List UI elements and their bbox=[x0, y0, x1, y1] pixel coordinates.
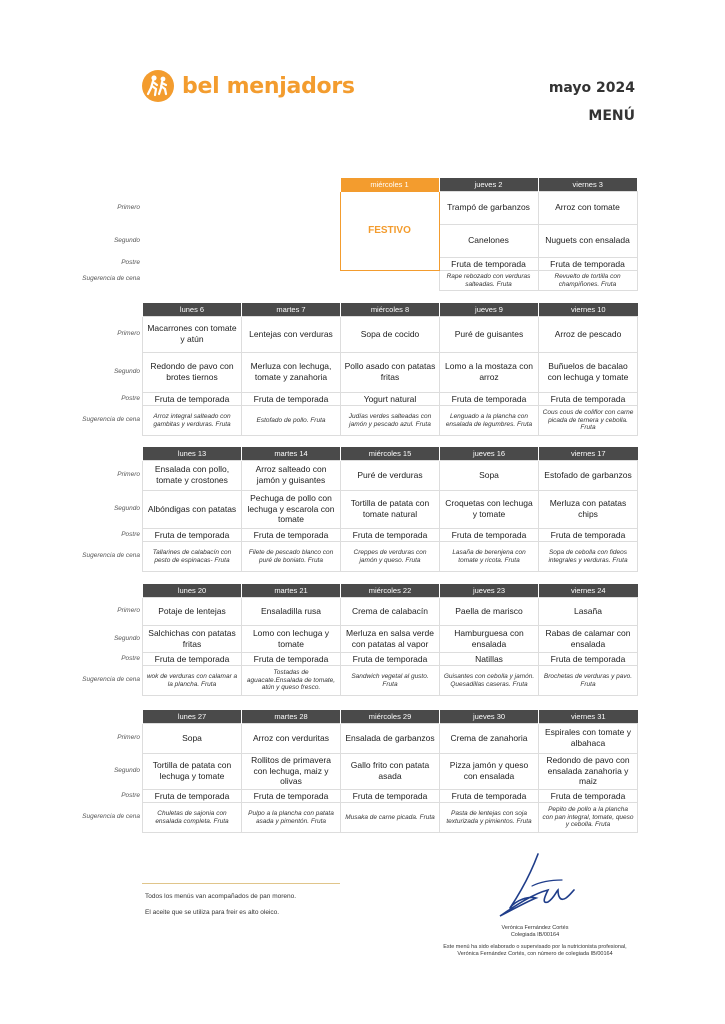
label-postre: Postre bbox=[121, 394, 140, 402]
sugerencia-cell: Sandwich vegetal al gusto. Fruta bbox=[341, 666, 440, 696]
primero-cell: Paella de marisco bbox=[440, 597, 539, 625]
postre-cell: Fruta de temporada bbox=[341, 528, 440, 542]
postre-cell: Fruta de temporada bbox=[143, 392, 242, 406]
primero-cell: Sopa bbox=[440, 460, 539, 490]
sugerencia-cell: wok de verduras con calamar a la plancha. Fruta bbox=[143, 666, 242, 696]
day-header: martes 21 bbox=[242, 584, 341, 597]
day-header: lunes 27 bbox=[143, 710, 242, 723]
primero-cell: Ensalada de garbanzos bbox=[341, 723, 440, 753]
segundo-cell: Rollitos de primavera con lechuga, maiz y olivas bbox=[242, 753, 341, 789]
day-header: viernes 31 bbox=[539, 710, 638, 723]
label-segundo: Segundo bbox=[113, 505, 140, 513]
day-header: jueves 23 bbox=[440, 584, 539, 597]
segundo-cell: Tortilla de patata con lechuga y tomate bbox=[143, 753, 242, 789]
postre-cell: Fruta de temporada bbox=[341, 789, 440, 803]
day-header: martes 28 bbox=[242, 710, 341, 723]
primero-cell: Arroz con tomate bbox=[538, 191, 637, 224]
running-kids-icon bbox=[142, 70, 174, 102]
label-primero: Primero bbox=[117, 607, 140, 615]
sugerencia-cell: Lenguado a la plancha con ensalada de legumbres. Fruta bbox=[440, 406, 539, 436]
segundo-cell: Buñuelos de bacalao con lechuga y tomate bbox=[539, 352, 638, 392]
sugerencia-cell: Musaka de carne picada. Fruta bbox=[341, 803, 440, 833]
sugerencia-cell: Pulpo a la plancha con patata asada y pimentón. Fruta bbox=[242, 803, 341, 833]
segundo-cell: Croquetas con lechuga y tomate bbox=[440, 490, 539, 528]
menu-week-table bbox=[142, 447, 638, 572]
postre-cell: Fruta de temporada bbox=[539, 528, 638, 542]
empty-cell bbox=[241, 224, 340, 257]
day-header: lunes 20 bbox=[143, 584, 242, 597]
signature-icon bbox=[492, 850, 578, 922]
brand-logo bbox=[142, 70, 355, 102]
label-postre: Postre bbox=[121, 791, 140, 799]
brand-name: bel menjadors bbox=[182, 73, 355, 99]
segundo-cell: Canelones bbox=[439, 224, 538, 257]
segundo-cell: Merluza con patatas chips bbox=[539, 490, 638, 528]
day-header: miércoles 29 bbox=[341, 710, 440, 723]
footer-note-bread: Todos los menús van acompañados de pan moreno. bbox=[145, 893, 297, 900]
postre-cell: Fruta de temporada bbox=[143, 528, 242, 542]
postre-cell: Fruta de temporada bbox=[538, 257, 637, 271]
menu-week-table bbox=[142, 178, 638, 291]
day-header: viernes 17 bbox=[539, 447, 638, 460]
menu-week-table bbox=[142, 303, 638, 436]
signer-id: Colegiada IB/00164 bbox=[510, 932, 560, 938]
primero-cell: Ensalada con pollo, tomate y crostones bbox=[143, 460, 242, 490]
day-header: lunes 6 bbox=[143, 303, 242, 316]
postre-cell: Fruta de temporada bbox=[440, 789, 539, 803]
sugerencia-cell: Pasta de lentejas con soja texturizada y pimientos. Fruta bbox=[440, 803, 539, 833]
day-header: miércoles 8 bbox=[341, 303, 440, 316]
postre-cell: Fruta de temporada bbox=[440, 392, 539, 406]
postre-cell: Fruta de temporada bbox=[539, 652, 638, 666]
label-segundo: Segundo bbox=[113, 236, 140, 244]
primero-cell: Crema de calabacín bbox=[341, 597, 440, 625]
empty-header bbox=[241, 178, 340, 191]
day-header: viernes 10 bbox=[539, 303, 638, 316]
postre-cell: Natillas bbox=[440, 652, 539, 666]
postre-cell: Fruta de temporada bbox=[242, 652, 341, 666]
label-postre: Postre bbox=[121, 530, 140, 538]
segundo-cell: Gallo frito con patata asada bbox=[341, 753, 440, 789]
empty-cell bbox=[142, 224, 241, 257]
segundo-cell: Pechuga de pollo con lechuga y escarola con tomate bbox=[242, 490, 341, 528]
label-segundo: Segundo bbox=[113, 368, 140, 376]
primero-cell: Ensaladilla rusa bbox=[242, 597, 341, 625]
label-primero: Primero bbox=[117, 203, 140, 211]
empty-cell bbox=[241, 257, 340, 271]
primero-cell: Crema de zanahoria bbox=[440, 723, 539, 753]
primero-cell: Potaje de lentejas bbox=[143, 597, 242, 625]
segundo-cell: Tortilla de patata con tomate natural bbox=[341, 490, 440, 528]
sugerencia-cell: Arroz integral salteado con gambitas y verduras. Fruta bbox=[143, 406, 242, 436]
segundo-cell: Nuguets con ensalada bbox=[538, 224, 637, 257]
postre-cell: Fruta de temporada bbox=[539, 392, 638, 406]
segundo-cell: Albóndigas con patatas bbox=[143, 490, 242, 528]
segundo-cell: Lomo a la mostaza con arroz bbox=[440, 352, 539, 392]
day-header: jueves 16 bbox=[440, 447, 539, 460]
footer-divider bbox=[142, 883, 340, 884]
segundo-cell: Lomo con lechuga y tomate bbox=[242, 625, 341, 652]
postre-cell: Fruta de temporada bbox=[143, 789, 242, 803]
sugerencia-cell: Guisantes con cebolla y jamón. Quesadillas caseras. Fruta bbox=[440, 666, 539, 696]
label-sugerencia: Sugerencia de cena bbox=[82, 275, 140, 283]
primero-cell: Puré de verduras bbox=[341, 460, 440, 490]
label-sugerencia: Sugerencia de cena bbox=[82, 416, 140, 424]
month-label: mayo 2024 bbox=[548, 80, 635, 96]
label-segundo: Segundo bbox=[113, 767, 140, 775]
segundo-cell: Merluza con lechuga, tomate y zanahoria bbox=[242, 352, 341, 392]
empty-cell bbox=[142, 191, 241, 224]
primero-cell: Arroz salteado con jamón y guisantes bbox=[242, 460, 341, 490]
sugerencia-cell: Lasaña de berenjena con tomate y ricota. Fruta bbox=[440, 542, 539, 572]
day-header: miércoles 15 bbox=[341, 447, 440, 460]
sugerencia-cell: Tostadas de aguacate.Ensalada de tomate, atún y queso fresco. bbox=[242, 666, 341, 696]
segundo-cell: Merluza en salsa verde con patatas al vapor bbox=[341, 625, 440, 652]
postre-cell: Fruta de temporada bbox=[242, 528, 341, 542]
sugerencia-cell: Filete de pescado blanco con puré de boniato. Fruta bbox=[242, 542, 341, 572]
day-header: jueves 2 bbox=[439, 178, 538, 191]
sugerencia-cell: Sopa de cebolla con fideos integrales y verduras. Fruta bbox=[539, 542, 638, 572]
primero-cell: Puré de guisantes bbox=[440, 316, 539, 352]
sugerencia-cell: Cous cous de coliflor con carne picada de ternera y cebolla. Fruta bbox=[539, 406, 638, 436]
day-header: martes 14 bbox=[242, 447, 341, 460]
menu-week-table bbox=[142, 584, 638, 696]
footer-note-oil: El aceite que se utiliza para freir es alto oleico. bbox=[145, 909, 280, 916]
segundo-cell: Salchichas con patatas fritas bbox=[143, 625, 242, 652]
day-header: viernes 24 bbox=[539, 584, 638, 597]
primero-cell: Macarrones con tomate y atún bbox=[143, 316, 242, 352]
festivo-label: FESTIVO bbox=[340, 191, 439, 271]
empty-cell bbox=[241, 271, 340, 291]
primero-cell: Sopa de cocido bbox=[341, 316, 440, 352]
postre-cell: Fruta de temporada bbox=[242, 789, 341, 803]
primero-cell: Arroz de pescado bbox=[539, 316, 638, 352]
segundo-cell: Redondo de pavo con ensalada zanahoria y maiz bbox=[539, 753, 638, 789]
postre-cell: Yogurt natural bbox=[341, 392, 440, 406]
day-header: miércoles 22 bbox=[341, 584, 440, 597]
sugerencia-cell: Judías verdes salteadas con jamón y pescado azul. Fruta bbox=[341, 406, 440, 436]
segundo-cell: Hamburguesa con ensalada bbox=[440, 625, 539, 652]
label-primero: Primero bbox=[117, 734, 140, 742]
segundo-cell: Pizza jamón y queso con ensalada bbox=[440, 753, 539, 789]
label-postre: Postre bbox=[121, 654, 140, 662]
postre-cell: Fruta de temporada bbox=[439, 257, 538, 271]
day-header: miércoles 1 bbox=[340, 178, 439, 191]
empty-cell bbox=[142, 257, 241, 271]
day-header: lunes 13 bbox=[143, 447, 242, 460]
segundo-cell: Pollo asado con patatas fritas bbox=[341, 352, 440, 392]
signer-name: Verónica Fernández Cortés bbox=[501, 925, 569, 931]
empty-header bbox=[142, 178, 241, 191]
primero-cell: Espirales con tomate y albahaca bbox=[539, 723, 638, 753]
segundo-cell: Rabas de calamar con ensalada bbox=[539, 625, 638, 652]
primero-cell: Estofado de garbanzos bbox=[539, 460, 638, 490]
label-sugerencia: Sugerencia de cena bbox=[82, 676, 140, 684]
sugerencia-cell: Creppes de verduras con jamón y queso. Fruta bbox=[341, 542, 440, 572]
page-title: MENÚ bbox=[588, 108, 635, 124]
sugerencia-cell: Tallarines de calabacín con pesto de espinacas- Fruta bbox=[143, 542, 242, 572]
empty-cell bbox=[340, 271, 439, 291]
postre-cell: Fruta de temporada bbox=[143, 652, 242, 666]
primero-cell: Arroz con verduritas bbox=[242, 723, 341, 753]
postre-cell: Fruta de temporada bbox=[440, 528, 539, 542]
sugerencia-cell: Brochetas de verduras y pavo. Fruta bbox=[539, 666, 638, 696]
empty-cell bbox=[241, 191, 340, 224]
primero-cell: Lasaña bbox=[539, 597, 638, 625]
sugerencia-cell: Estofado de pollo. Fruta bbox=[242, 406, 341, 436]
postre-cell: Fruta de temporada bbox=[341, 652, 440, 666]
disclaimer-line-2: Verónica Fernández Cortés, con número de colegiada IB/00164 bbox=[457, 951, 613, 957]
day-header: martes 7 bbox=[242, 303, 341, 316]
primero-cell: Trampó de garbanzos bbox=[439, 191, 538, 224]
postre-cell: Fruta de temporada bbox=[539, 789, 638, 803]
day-header: jueves 30 bbox=[440, 710, 539, 723]
label-primero: Primero bbox=[117, 330, 140, 338]
label-postre: Postre bbox=[121, 259, 140, 267]
label-sugerencia: Sugerencia de cena bbox=[82, 813, 140, 821]
label-primero: Primero bbox=[117, 471, 140, 479]
sugerencia-cell: Chuletas de sajonia con ensalada completa. Fruta bbox=[143, 803, 242, 833]
menu-week-table bbox=[142, 710, 638, 833]
sugerencia-cell: Revuelto de tortilla con champiñones. Fruta bbox=[538, 271, 637, 291]
day-header: jueves 9 bbox=[440, 303, 539, 316]
segundo-cell: Redondo de pavo con brotes tiernos bbox=[143, 352, 242, 392]
label-sugerencia: Sugerencia de cena bbox=[82, 552, 140, 560]
label-segundo: Segundo bbox=[113, 634, 140, 642]
day-header: viernes 3 bbox=[538, 178, 637, 191]
postre-cell: Fruta de temporada bbox=[242, 392, 341, 406]
sugerencia-cell: Rape rebozado con verduras salteadas. Fruta bbox=[439, 271, 538, 291]
sugerencia-cell: Pepito de pollo a la plancha con pan integral, tomate, queso y cebolla. Fruta bbox=[539, 803, 638, 833]
disclaimer-line-1: Este menú ha sido elaborado o supervisado por la nutricionista profesional, bbox=[443, 944, 627, 950]
primero-cell: Sopa bbox=[143, 723, 242, 753]
primero-cell: Lentejas con verduras bbox=[242, 316, 341, 352]
empty-cell bbox=[142, 271, 241, 291]
